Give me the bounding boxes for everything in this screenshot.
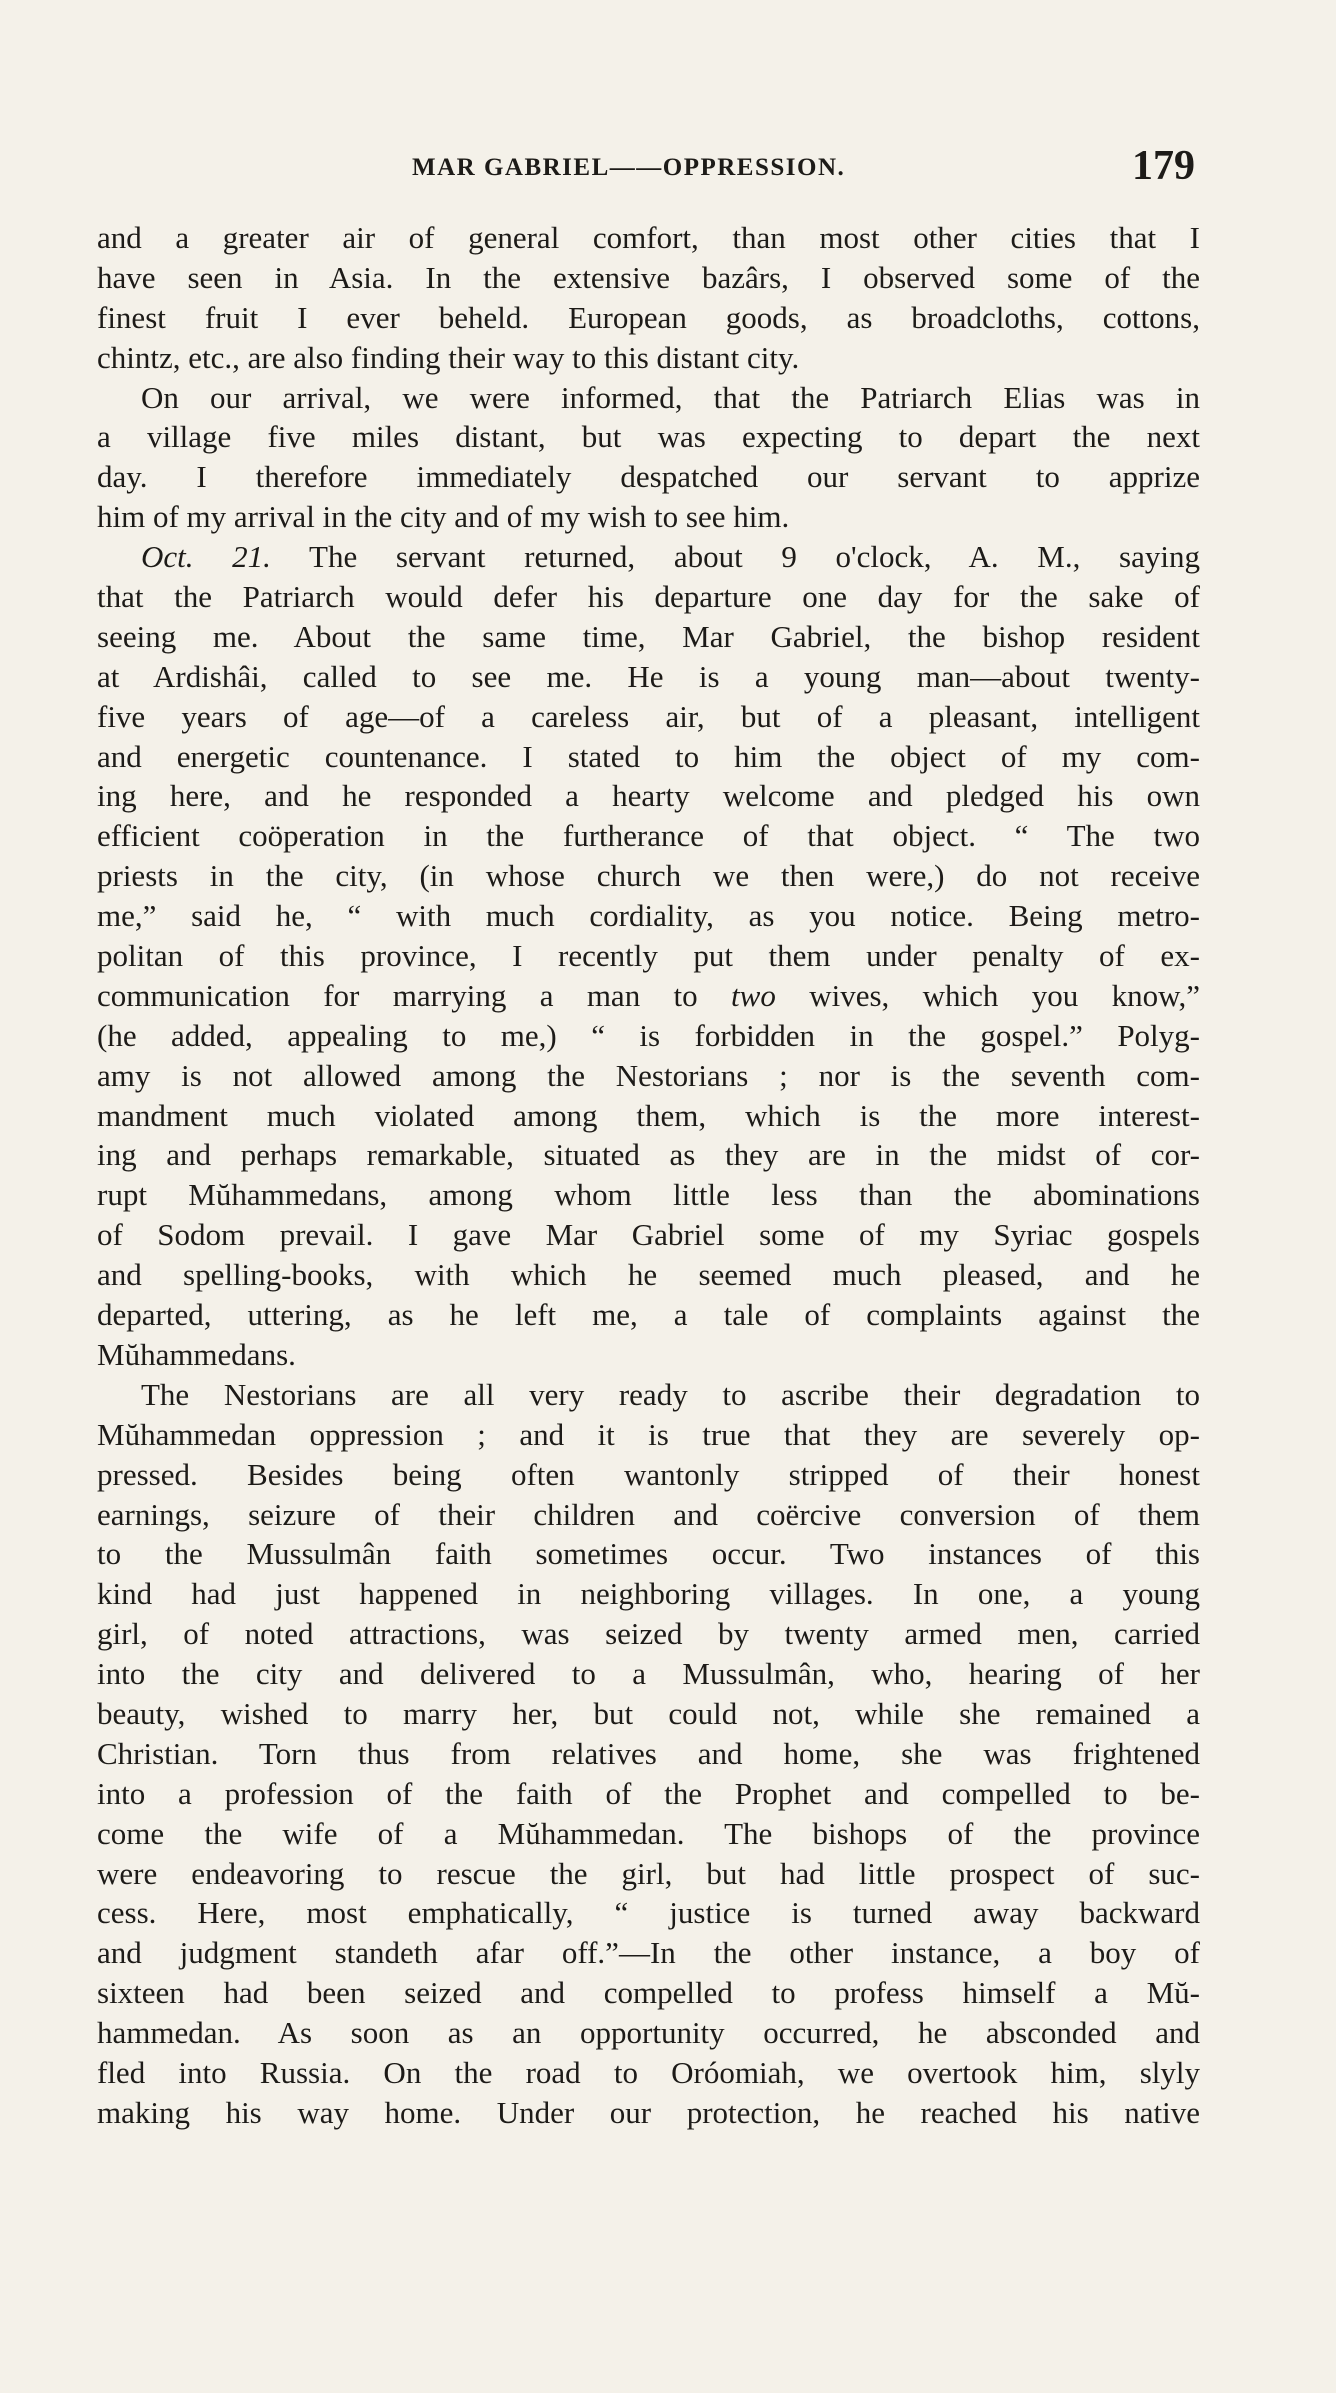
line-text: The Nestorians are all very ready to ascribe their degradation to [141,1376,1200,1412]
line-text: a village five miles distant, but was expecting to depart the next [97,419,1200,455]
line-text: day. I therefore immediately despatched our servant to apprize [97,459,1200,495]
text-line [97,1734,1200,1774]
line-text: come the wife of a Mŭhammedan. The bishops of the province [97,1815,1200,1851]
line-text: kind had just happened in neighboring villages. In one, a young [97,1576,1200,1612]
line-text: five years of age—of a careless air, but of a pleasant, intelligent [97,698,1200,734]
text-line [97,338,1200,378]
text-line [97,1933,1200,1973]
line-text: On our arrival, we were informed, that the Patriarch Elias was in [141,379,1200,415]
text-line [97,657,1200,697]
line-text: cess. Here, most emphatically, “ justice is turned away backward [97,1895,1200,1931]
line-text: Mŭhammedans. [97,1336,296,1372]
text-line [97,1614,1200,1654]
line-text: me,” said he, “ with much cordiality, as you notice. Being metro- [97,898,1200,934]
text-line [97,1096,1200,1136]
text-line [97,1415,1200,1455]
line-text: of Sodom prevail. I gave Mar Gabriel some of my Syriac gospels [97,1217,1200,1253]
text-line [97,816,1200,856]
line-text: making his way home. Under our protection, he reached his native [97,2094,1200,2130]
text-line [97,1135,1200,1175]
text-line [97,258,1200,298]
text-line [97,976,1200,1016]
line-text: The servant returned, about 9 o'clock, A. M., saying [270,539,1200,575]
text-line [97,1854,1200,1894]
text-line [97,1973,1200,2013]
line-text: him of my arrival in the city and of my wish to see him. [97,499,790,535]
line-text: efficient coöperation in the furtherance of that object. “ The two [97,818,1200,854]
line-text: priests in the city, (in whose church we then were,) do not receive [97,858,1200,894]
text-line [97,1375,1200,1415]
text-line [97,497,1200,537]
line-text: sixteen had been seized and compelled to profess himself a Mŭ- [97,1975,1200,2011]
running-title: MAR GABRIEL——OPPRESSION. [412,154,846,181]
line-text: and spelling-books, with which he seemed much pleased, and he [97,1257,1200,1293]
text-line [97,1016,1200,1056]
line-text: Mŭhammedan oppression ; and it is true that they are severely op- [97,1416,1200,1452]
line-text: at Ardishâi, called to see me. He is a young man—about twenty- [97,658,1200,694]
line-text: rupt Mŭhammedans, among whom little less than the abominations [97,1177,1200,1213]
text-line [97,417,1200,457]
text-line [97,2093,1200,2133]
text-line [97,896,1200,936]
line-text: ing and perhaps remarkable, situated as they are in the midst of cor- [97,1137,1200,1173]
text-line [97,1175,1200,1215]
text-line [97,1654,1200,1694]
text-line [97,1534,1200,1574]
text-line [97,1774,1200,1814]
page-number: 179 [1132,143,1195,189]
line-text: wives, which you know,” [775,977,1200,1013]
line-text: and a greater air of general comfort, than most other cities that I [97,220,1200,255]
line-text: hammedan. As soon as an opportunity occurred, he absconded and [97,2015,1200,2051]
line-text: finest fruit I ever beheld. European goods, as broadcloths, cottons, [97,299,1200,335]
line-text: into the city and delivered to a Mussulmân, who, hearing of her [97,1656,1200,1692]
text-line [97,1295,1200,1335]
body-text [97,218,1200,2133]
line-text: and energetic countenance. I stated to him the object of my com- [97,738,1200,774]
line-text: pressed. Besides being often wantonly stripped of their honest [97,1456,1200,1492]
text-line [97,1495,1200,1535]
line-text: earnings, seizure of their children and coërcive conversion of them [97,1496,1200,1532]
text-line [97,1814,1200,1854]
line-text: into a profession of the faith of the Prophet and compelled to be- [97,1775,1200,1811]
line-text: ing here, and he responded a hearty welcome and pledged his own [97,778,1200,814]
text-line [97,298,1200,338]
text-line [97,2053,1200,2093]
line-text: mandment much violated among them, which is the more interest- [97,1097,1200,1133]
text-line [97,457,1200,497]
line-text: amy is not allowed among the Nestorians ; nor is the seventh com- [97,1057,1200,1093]
line-text: fled into Russia. On the road to Oróomiah, we overtook him, slyly [97,2054,1200,2090]
text-line [97,378,1200,418]
text-line [97,2013,1200,2053]
italic-text: Oct. 21. [141,539,271,575]
text-line [97,617,1200,657]
text-line [97,936,1200,976]
text-line [97,776,1200,816]
line-text: girl, of noted attractions, was seized by twenty armed men, carried [97,1616,1200,1652]
page-header [140,142,1195,192]
line-text: to the Mussulmân faith sometimes occur. Two instances of this [97,1536,1200,1572]
line-text: communication for marrying a man to [97,977,732,1013]
line-text: that the Patriarch would defer his departure one day for the sake of [97,579,1200,615]
line-text: politan of this province, I recently put them under penalty of ex- [97,938,1200,974]
text-line [97,1056,1200,1096]
line-text: departed, uttering, as he left me, a tale of complaints against the [97,1297,1200,1333]
text-line [97,577,1200,617]
line-text: chintz, etc., are also finding their way to this distant city. [97,339,800,375]
line-text: Christian. Torn thus from relatives and home, she was frightened [97,1735,1200,1771]
line-text: have seen in Asia. In the extensive bazârs, I observed some of the [97,259,1200,295]
text-line [97,697,1200,737]
line-text: and judgment standeth afar off.”—In the other instance, a boy of [97,1935,1200,1971]
text-line [97,856,1200,896]
text-line [97,737,1200,777]
text-line [97,1455,1200,1495]
text-line [97,1893,1200,1933]
line-text: were endeavoring to rescue the girl, but had little prospect of suc- [97,1855,1200,1891]
line-text: (he added, appealing to me,) “ is forbidden in the gospel.” Polyg- [97,1017,1200,1053]
line-text: beauty, wished to marry her, but could not, while she remained a [97,1695,1200,1731]
text-line [97,1255,1200,1295]
text-line [97,1574,1200,1614]
italic-text: two [731,977,776,1013]
line-text: seeing me. About the same time, Mar Gabriel, the bishop resident [97,618,1200,654]
text-line [97,218,1200,258]
text-line [97,1335,1200,1375]
text-line [97,537,1200,577]
text-line [97,1694,1200,1734]
text-line [97,1215,1200,1255]
